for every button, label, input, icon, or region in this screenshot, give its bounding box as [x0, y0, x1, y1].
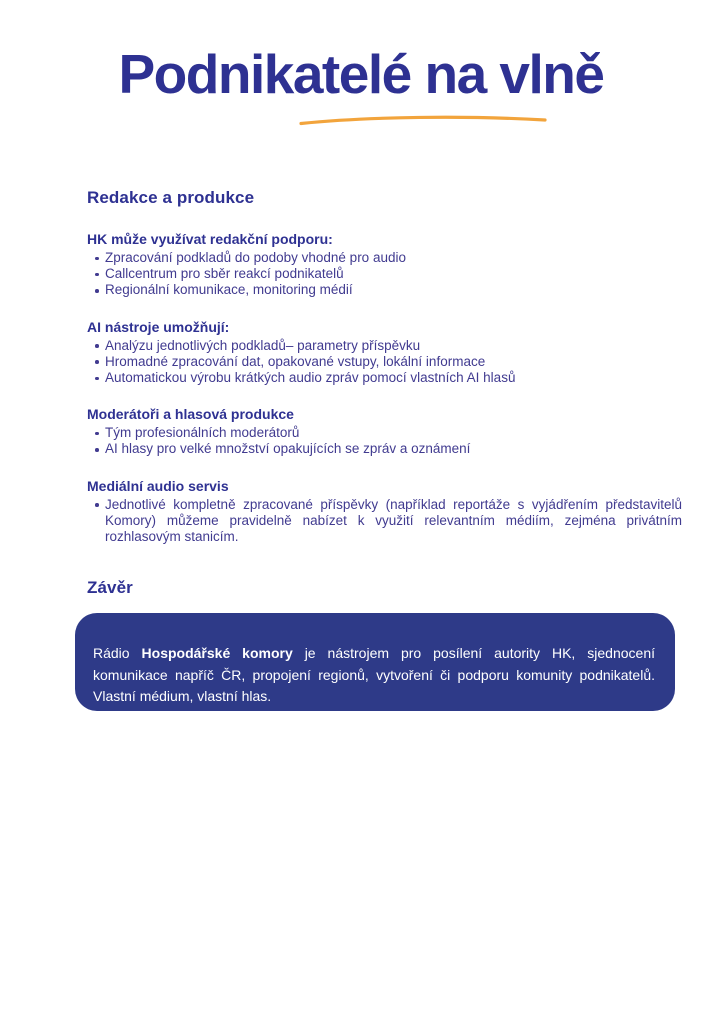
- content-group: [87, 319, 682, 387]
- list-item: Callcentrum pro sběr reakcí podnikatelů: [87, 266, 682, 282]
- group-title: AI nástroje umožňují:: [87, 318, 230, 335]
- bullet-list: [87, 338, 682, 387]
- conclusion-box: [75, 613, 675, 711]
- conclusion-text-rest: je nástrojem pro posílení autority HK, sjednocení komunikace napříč ČR, propojení regionů, vytvoření či podporu komunity podnikatelů. Vlastní médium, vlastní hlas.: [93, 645, 655, 704]
- conclusion-text: [93, 643, 655, 708]
- content-group: [87, 478, 682, 546]
- list-item: Regionální komunikace, monitoring médií: [87, 282, 682, 298]
- list-item: Jednotlivé kompletně zpracované příspěvky (například reportáže s vyjádřením představitelů Komory) můžeme pravidelně nabízet k využití relevantním médiím, zejména privátním rozhlasovým stanicím.: [87, 497, 682, 546]
- content-group: [87, 231, 682, 299]
- list-item: AI hlasy pro velké množství opakujících se zpráv a oznámení: [87, 441, 682, 457]
- conclusion-text-prefix: Rádio: [93, 645, 142, 661]
- underline-swoosh-accent: [297, 111, 549, 129]
- group-title: HK může využívat redakční podporu:: [87, 231, 333, 247]
- group-title: Mediální audio servis: [87, 477, 229, 494]
- section-heading-conclusion: Závěr: [87, 578, 133, 597]
- bullet-list: [87, 497, 682, 546]
- content-groups: [87, 231, 682, 565]
- page-title: Podnikatelé na vlně: [118, 43, 604, 105]
- list-item: Hromadné zpracování dat, opakované vstupy, lokální informace: [87, 354, 682, 370]
- section-heading-production: Redakce a produkce: [87, 188, 255, 207]
- conclusion-text-bold: Hospodářské komory: [141, 645, 293, 661]
- bullet-list: [87, 250, 682, 299]
- list-item: Automatickou výrobu krátkých audio zpráv pomocí vlastních AI hlasů: [87, 370, 682, 386]
- content-group: [87, 406, 682, 457]
- list-item: Zpracování podkladů do podoby vhodné pro audio: [87, 250, 682, 266]
- list-item: Analýzu jednotlivých podkladů– parametry příspěvku: [87, 338, 682, 354]
- group-title: Moderátoři a hlasová produkce: [87, 406, 294, 423]
- bullet-list: [87, 425, 682, 457]
- list-item: Tým profesionálních moderátorů: [87, 425, 682, 441]
